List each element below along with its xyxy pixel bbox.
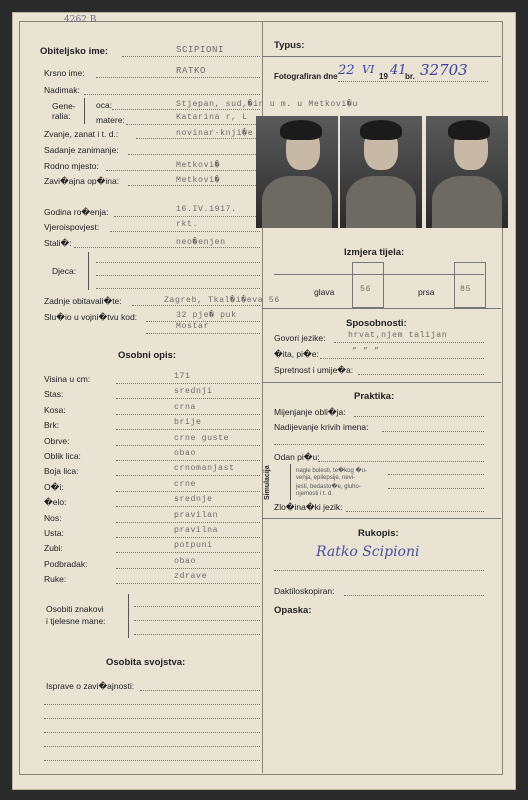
brace [88, 252, 89, 290]
rule [74, 247, 260, 248]
rule [116, 568, 260, 569]
handwriting-heading: Rukopis: [358, 528, 399, 539]
last-residence-label: Zadnje obitavali�te: [44, 296, 122, 306]
personal-description-heading: Osobni opis: [118, 350, 177, 361]
home-municipality-label: Zavi�ajna op�ina: [44, 176, 120, 186]
rule [344, 595, 484, 596]
description-label: O�i: [44, 481, 64, 492]
description-value: obao [174, 449, 197, 458]
read-write-label: �ita, pi�e: [274, 349, 319, 359]
rule [116, 398, 260, 399]
description-label: Obrve: [44, 435, 70, 446]
photo-hair [280, 120, 322, 140]
first-name-label: Krsno ime: [44, 68, 85, 78]
rule [274, 444, 484, 445]
description-label: Ruke: [44, 574, 67, 585]
description-label: Zubi: [44, 543, 63, 554]
three-quarter-photo [426, 116, 508, 228]
remark-heading: Opaska: [274, 605, 312, 616]
generalia-label-1: Gene- [52, 101, 76, 111]
signature: Ratko Scipioni [316, 544, 420, 560]
rule [274, 274, 484, 275]
mother-value: Katarina r, L [176, 113, 248, 122]
rule [116, 583, 260, 584]
generalia-label-2: ralia: [52, 111, 71, 121]
chest-value: 85 [460, 285, 472, 294]
rule [44, 746, 260, 747]
rule [44, 732, 260, 733]
description-value: crnomanjast [174, 464, 235, 474]
rule [262, 518, 501, 519]
head-value: 56 [360, 285, 372, 294]
drinking-label: Odan pi�u: [274, 452, 320, 462]
description-value: potpuni [174, 541, 213, 551]
rule [116, 445, 260, 446]
rule [262, 308, 501, 309]
photographed-year: 41 [390, 63, 407, 78]
photographed-day: 22 [338, 63, 355, 78]
rule [388, 488, 484, 489]
rule [84, 94, 260, 95]
aliases-label: Nadijevanje krivih imena: [274, 422, 369, 432]
photo-body [346, 176, 416, 228]
rule [112, 109, 260, 110]
birthplace-label: Rodno mjesto: [44, 161, 99, 171]
father-label: oca: [96, 100, 113, 110]
rule [134, 606, 260, 607]
rule [128, 185, 260, 186]
rule [44, 704, 260, 705]
rule [318, 461, 484, 462]
head-label: glava [314, 287, 335, 297]
description-label: Brk: [44, 420, 60, 431]
description-label: Oblik lica: [44, 451, 81, 461]
rule [116, 429, 260, 430]
description-label: Podbradak: [44, 558, 88, 569]
photographed-label: Fotografiran dne [274, 72, 338, 81]
rule [134, 634, 260, 635]
rule [346, 511, 484, 512]
photo-number: 32703 [420, 61, 468, 79]
nickname-label: Nadimak: [44, 85, 80, 95]
description-label: Nos: [44, 512, 62, 523]
rule [116, 552, 260, 553]
practice-heading: Praktika: [354, 391, 395, 402]
rule [146, 333, 260, 334]
number-label: br. [405, 72, 415, 81]
first-name-value: RATKO [176, 66, 207, 76]
chest-label: prsa [418, 287, 435, 297]
brace [84, 98, 85, 124]
languages-value: hrvat,njem talijan [348, 331, 448, 340]
fingerprinted-label: Daktiloskopiran: [274, 586, 335, 596]
rule [126, 124, 260, 125]
description-value: crne [174, 479, 197, 489]
rule [116, 491, 260, 492]
criminal-slang-label: Zlo�ina�ki jezik: [274, 502, 343, 512]
description-label: Kosa: [44, 404, 66, 415]
description-value: crne guste [174, 433, 230, 443]
photo-hair [448, 120, 490, 140]
rule [338, 81, 488, 82]
religion-label: Vjeroispovjest: [44, 222, 100, 232]
year-prefix: 19 [379, 72, 388, 81]
mother-label: matere: [96, 115, 125, 125]
description-value: srednji [174, 387, 213, 397]
distinguishing-marks-label-1: Osobiti znakovi [46, 604, 104, 614]
description-value: pravilna [174, 526, 219, 535]
rule [114, 216, 260, 217]
rule [116, 506, 260, 507]
domicile-documents-label: Isprave o zavi�ajnosti: [46, 681, 135, 691]
rule [106, 170, 260, 171]
rule [116, 383, 260, 384]
rule [116, 537, 260, 538]
description-label: Stas: [44, 389, 64, 400]
rule [116, 475, 260, 476]
rule [96, 262, 260, 263]
military-service-label: Slu�io u vojni�tvu kod: [44, 312, 138, 322]
rule [262, 56, 501, 57]
rule [134, 620, 260, 621]
description-value: obao [174, 556, 197, 566]
rule [262, 382, 501, 383]
description-value: pravilan [174, 510, 219, 520]
military-place-value: Mostar [176, 322, 210, 331]
body-measurements-heading: Izmjera tijela: [344, 247, 405, 258]
description-label: �elo: [44, 497, 67, 508]
read-write-value: ” ” ” [352, 347, 380, 356]
religion-value: rkt. [176, 220, 199, 229]
languages-label: Govori jezike: [274, 333, 326, 343]
front-photo [340, 116, 422, 228]
simulation-text-line: jesti, bedasto�e, gluho- [296, 484, 361, 490]
description-label: Visina u cm: [44, 374, 91, 384]
rule [132, 305, 260, 306]
brace [290, 464, 291, 500]
rule [96, 275, 260, 276]
rule [110, 231, 260, 232]
surname-value: SCIPIONI [176, 45, 225, 55]
rule [354, 416, 484, 417]
rule [388, 474, 484, 475]
profile-photo [256, 116, 338, 228]
description-value: 171 [174, 372, 191, 381]
simulation-text-line: venja, epilepsije, nevi- [296, 475, 356, 481]
description-value: brije [174, 418, 202, 428]
photo-body [432, 176, 502, 228]
rule [334, 342, 484, 343]
rule [358, 374, 484, 375]
rule [122, 56, 260, 57]
photographed-month: VI [362, 63, 375, 76]
current-occupation-label: Sadanje zanimanje: [44, 145, 119, 155]
rule [274, 570, 484, 571]
military-unit-value: 32 pje� puk [176, 311, 237, 320]
birth-date-value: 16.IV.1917. [176, 205, 237, 214]
father-value: Stjepan, sud,�in u m. u Metkovi�u [176, 100, 358, 109]
brace [128, 594, 129, 638]
photo-hair [360, 120, 402, 140]
rule [382, 431, 484, 432]
skills-label: Spretnost i umije�a: [274, 365, 354, 375]
rule [136, 138, 260, 139]
rule [96, 288, 260, 289]
distinguishing-marks-label-2: i tjelesne mane: [46, 616, 106, 626]
birthplace-value: Metkovi� [176, 161, 221, 170]
typus-label: Typus: [274, 40, 305, 51]
disguise-label: Mijenjanje obli�ja: [274, 407, 346, 417]
rule [140, 690, 260, 691]
photo-body [262, 176, 332, 228]
rule [116, 522, 260, 523]
simulation-text-line: nagle bolesti, te�kog �u- [296, 468, 368, 474]
rule [96, 77, 260, 78]
children-label: Djeca: [52, 266, 77, 276]
abilities-heading: Sposobnosti: [346, 318, 407, 329]
description-value: zdrave [174, 572, 208, 582]
description-label: Boja lica: [44, 466, 79, 477]
description-value: srednje [174, 495, 213, 505]
description-label: Usta: [44, 528, 64, 538]
archive-number: 4262 B [64, 15, 97, 25]
special-traits-heading: Osobita svojstva: [106, 657, 186, 668]
rule [128, 154, 260, 155]
last-residence-value: Zagreb, Tkal�i�eva 56 [164, 296, 280, 305]
occupation-value: novinar-knji�e [176, 129, 254, 138]
simulation-label: Simulacija [264, 465, 271, 500]
marital-status-label: Stali�: [44, 238, 72, 248]
rule [44, 718, 260, 719]
surname-label: Obiteljsko ime: [40, 46, 109, 57]
birth-date-label: Godina ro�enja: [44, 207, 109, 217]
rule [44, 760, 260, 761]
rule [116, 460, 260, 461]
marital-status-value: neo�enjen [176, 238, 226, 247]
rule [116, 414, 260, 415]
simulation-text-line: njemosti i t. d. [296, 491, 334, 497]
rule [320, 358, 484, 359]
description-value: crna [174, 402, 197, 412]
occupation-label: Zvanje, zanat i t. d.: [44, 129, 119, 139]
home-municipality-value: Metkovi� [176, 176, 221, 185]
